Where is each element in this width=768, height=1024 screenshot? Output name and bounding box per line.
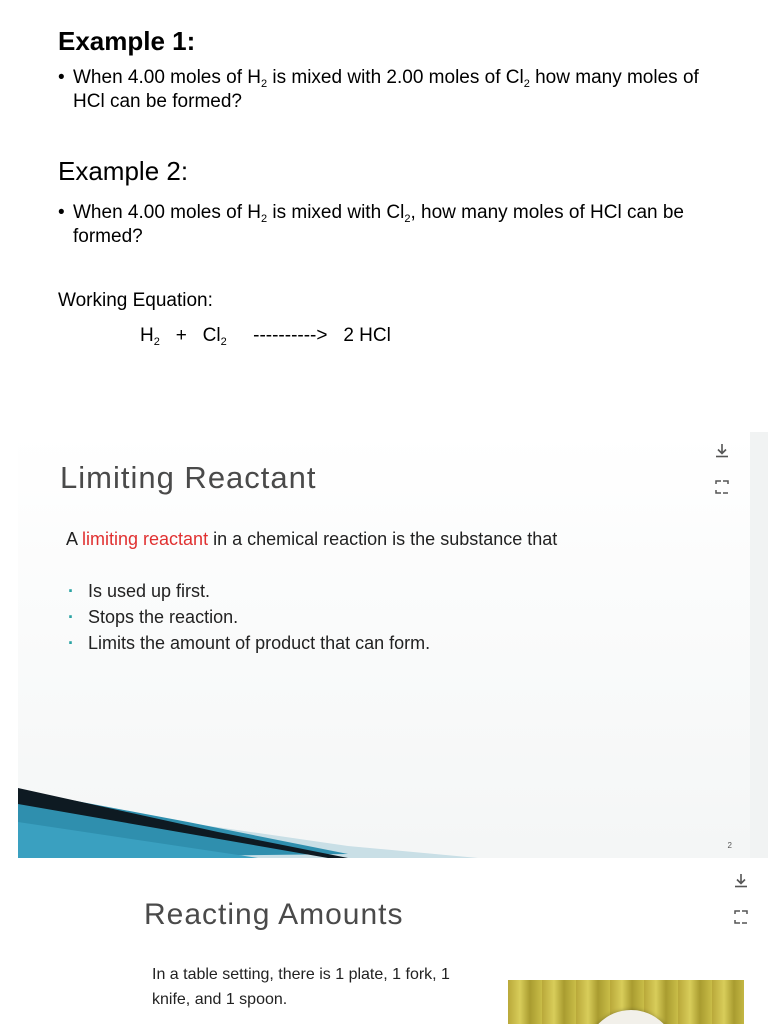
bullet-marker: • xyxy=(58,202,65,223)
fullscreen-button[interactable] xyxy=(707,474,737,500)
slide-2-limiting-reactant xyxy=(18,432,750,858)
slide-body-text: In a table setting, there is 1 plate, 1 fork, 1 knife, and 1 spoon. xyxy=(152,966,450,1008)
slide-title: Limiting Reactant xyxy=(60,460,317,495)
list-marker: · xyxy=(68,581,74,601)
table-setting-image xyxy=(508,980,744,1024)
example-1-question xyxy=(58,66,718,114)
decorative-swoosh xyxy=(18,788,478,858)
highlight-term: limiting reactant xyxy=(82,529,209,549)
slide-3-reacting-amounts xyxy=(18,862,750,1024)
working-equation-label: Working Equation: xyxy=(58,290,213,311)
list-item: · Is used up first. xyxy=(66,578,430,604)
definition-text: A limiting reactant in a chemical reaction is the substance that xyxy=(66,529,558,549)
plate-image xyxy=(586,1010,676,1024)
property-list xyxy=(66,578,430,656)
list-item: · Stops the reaction. xyxy=(66,604,430,630)
list-marker: · xyxy=(68,633,74,653)
download-icon xyxy=(713,442,731,460)
fullscreen-button[interactable] xyxy=(726,904,756,930)
working-equation: $H_2 + Cl_2$ ----------> 2 HCl xyxy=(140,325,391,348)
example-2-title: Example 2: xyxy=(58,156,189,186)
download-button[interactable] xyxy=(726,868,756,894)
download-icon xyxy=(732,872,750,890)
fullscreen-icon xyxy=(714,479,730,495)
slide-1 xyxy=(0,0,768,420)
download-button[interactable] xyxy=(707,438,737,464)
slide-title: Reacting Amounts xyxy=(144,898,404,931)
list-marker: · xyxy=(68,607,74,627)
example-1-title: Example 1: xyxy=(58,26,196,56)
bullet-marker: • xyxy=(58,67,65,88)
list-item: · Limits the amount of product that can form. xyxy=(66,630,430,656)
scroll-strip xyxy=(750,432,768,858)
example-2-question xyxy=(58,201,718,249)
fullscreen-icon xyxy=(733,909,749,925)
example-2-text: When 4.00 moles of $H_2$ is mixed with $Cl_2$, how many moles of HCl can be formed? xyxy=(73,202,684,247)
page-number: 2 xyxy=(727,841,732,850)
example-1-text: When 4.00 moles of $H_2$ is mixed with 2.00 moles of $Cl_2$ how many moles of HCl can be formed? xyxy=(73,67,699,112)
